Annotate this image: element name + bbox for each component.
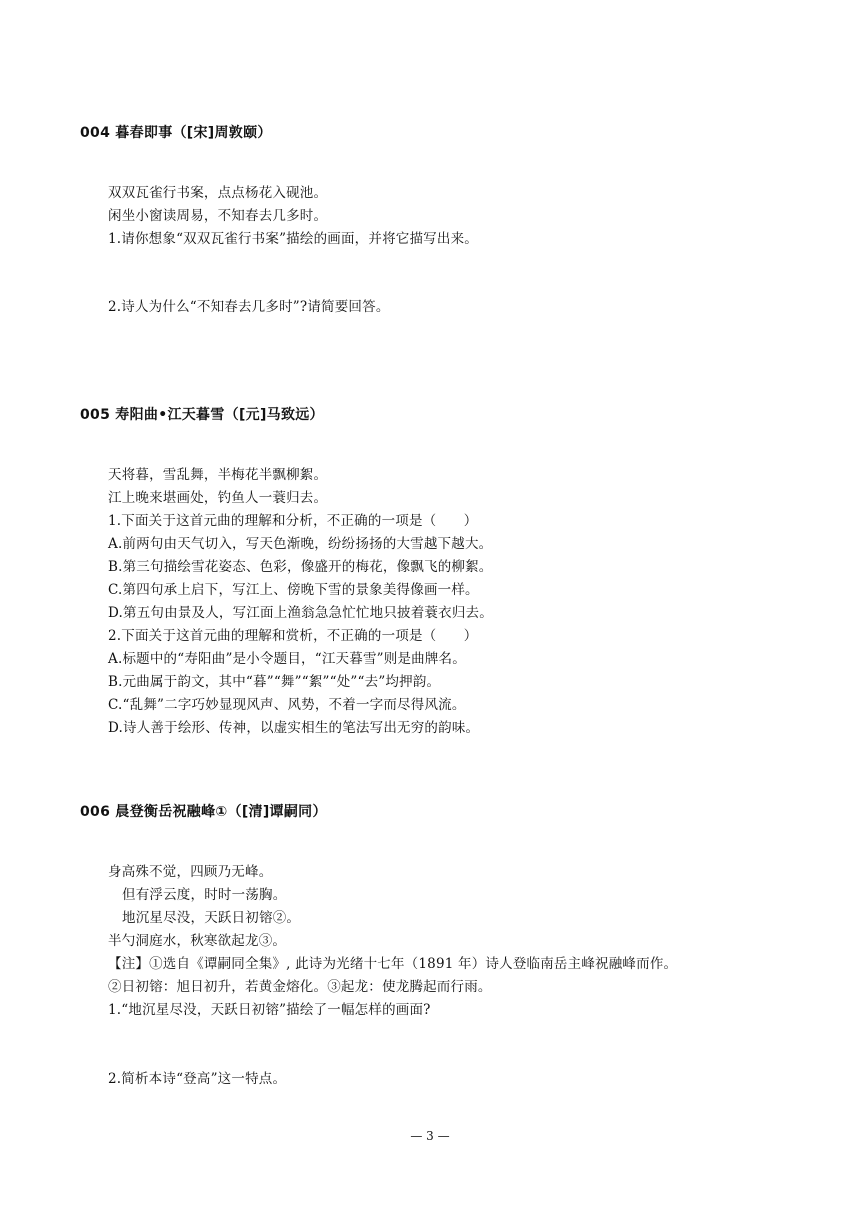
question-text: 1.“地沉星尽没，天跃日初镕”描绘了一幅怎样的画面? bbox=[108, 1002, 431, 1018]
annotation-note: 【注】①选自《谭嗣同全集》, 此诗为光绪十七年（1891 年）诗人登临南岳主峰祝融峰而作。 bbox=[108, 956, 678, 972]
question-text: 1.请你想象“双双瓦雀行书案”描绘的画面，并将它描写出来。 bbox=[108, 231, 478, 247]
option-text: C.“乱舞”二字巧妙显现风声、风势，不着一字而尽得风流。 bbox=[108, 697, 466, 713]
option-text: C.第四句承上启下，写江上、傍晚下雪的景象美得像画一样。 bbox=[108, 582, 479, 598]
poem-line: 江上晚来堪画处，钓鱼人一蓑归去。 bbox=[108, 490, 328, 506]
poem-line: 但有浮云度，时时一荡胸。 bbox=[122, 887, 287, 903]
question-text: 2.简析本诗“登高”这一特点。 bbox=[108, 1071, 287, 1087]
poem-line: 天将暮，雪乱舞，半梅花半飘柳絮。 bbox=[108, 467, 328, 483]
option-text: B.元曲属于韵文，其中“暮”“舞”“絮”“处”“去”均押韵。 bbox=[108, 674, 441, 690]
question-text: 2.下面关于这首元曲的理解和赏析，不正确的一项是（ ） bbox=[108, 628, 478, 644]
poem-title-005: 005 寿阳曲•江天暮雪（[元]马致远） bbox=[80, 407, 324, 423]
poem-line: 地沉星尽没，天跃日初镕②。 bbox=[122, 910, 301, 926]
option-text: B.第三句描绘雪花姿态、色彩，像盛开的梅花，像飘飞的柳絮。 bbox=[108, 559, 493, 575]
poem-line: 身高殊不觉，四顾乃无峰。 bbox=[108, 864, 273, 880]
page-number: — 3 — bbox=[410, 1129, 450, 1143]
poem-line: 双双瓦雀行书案，点点杨花入砚池。 bbox=[108, 185, 328, 201]
option-text: A.前两句由天气切入，写天色渐晚，纷纷扬扬的大雪越下越大。 bbox=[108, 536, 493, 552]
option-text: A.标题中的“寿阳曲”是小令题目，“江天暮雪”则是曲牌名。 bbox=[108, 651, 466, 667]
option-text: D.诗人善于绘形、传神，以虚实相生的笔法写出无穷的韵味。 bbox=[108, 720, 480, 736]
question-text: 1.下面关于这首元曲的理解和分析，不正确的一项是（ ） bbox=[108, 513, 478, 529]
poem-line: 半勺洞庭水，秋寒欲起龙③。 bbox=[108, 933, 287, 949]
option-text: D.第五句由景及人，写江面上渔翁急急忙忙地只披着蓑衣归去。 bbox=[108, 605, 493, 621]
poem-line: 闲坐小窗读周易，不知春去几多时。 bbox=[108, 208, 328, 224]
poem-title-004: 004 暮春即事（[宋]周敦颐） bbox=[80, 125, 272, 141]
poem-title-006: 006 晨登衡岳祝融峰①（[清]谭嗣同） bbox=[80, 804, 327, 820]
annotation-note: ②日初镕：旭日初升，若黄金熔化。③起龙：使龙腾起而行雨。 bbox=[108, 979, 492, 995]
question-text: 2.诗人为什么“不知春去几多时”?请简要回答。 bbox=[108, 299, 390, 315]
